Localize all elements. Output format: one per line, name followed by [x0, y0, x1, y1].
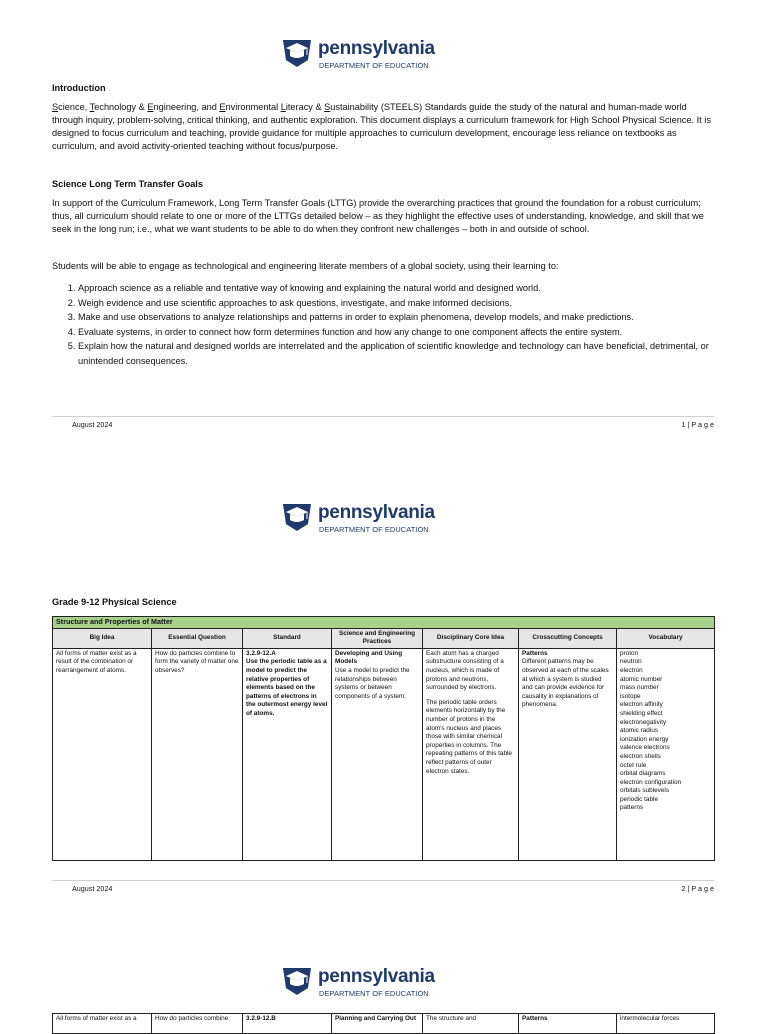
vocab-term: electronegativity [620, 718, 667, 726]
keystone-cap-icon [280, 964, 314, 996]
vocab-term: orbital diagrams [620, 770, 666, 778]
list-item: 4. Evaluate systems, in order to connect how form determines function and how any change to one component affects the entire system. [78, 325, 738, 340]
standard-code: 3.2.9-12.B [243, 1014, 332, 1034]
keystone-cap-icon [280, 36, 314, 68]
vocab-term: orbitals sublevels [620, 787, 670, 795]
crosscutting-text: Different patterns may be observed at each of the scales at which a system is studied and can provide evidence for causality in explanations of phenomena. [522, 658, 609, 709]
col-header-crosscutting: Crosscutting Concepts [519, 628, 617, 648]
crosscutting-title: Patterns [522, 649, 548, 657]
logo-wordmark: pennsylvania [318, 38, 435, 59]
big-idea-cell: All forms of matter exist as a [53, 1014, 152, 1034]
grade-title: Grade 9-12 Physical Science [52, 597, 177, 607]
logo-wordmark: pennsylvania [318, 966, 435, 987]
crosscutting-cell [519, 648, 617, 860]
list-item: 5. Explain how the natural and designed worlds are interrelated and the application of scientific knowledge and technology can have beneficial, detrimental, or unintended consequences. [78, 339, 738, 368]
pa-doe-logo [280, 36, 435, 76]
table-row [53, 648, 715, 860]
page-footer [52, 880, 714, 893]
vocab-term: electron [620, 666, 643, 674]
col-header-question: Essential Question [152, 628, 243, 648]
vocab-term: octet rule [620, 761, 647, 769]
logo-subtitle: DEPARTMENT OF EDUCATION [319, 525, 429, 534]
pa-doe-logo [280, 964, 435, 1004]
logo-subtitle: DEPARTMENT OF EDUCATION [319, 61, 429, 70]
framework-table [52, 616, 715, 861]
students-paragraph: Students will be able to engage as technological and engineering literate members of a global society, using their learning to: [52, 261, 559, 271]
standard-code: 3.2.9-12.A [246, 649, 276, 657]
vocab-term: periodic table [620, 795, 659, 803]
vocabulary-cell [617, 648, 715, 860]
page-footer [52, 416, 714, 429]
vocab-term: mass number [620, 684, 659, 692]
core-idea-cell: The structure and [423, 1014, 519, 1034]
vocab-term: electron affinity [620, 701, 663, 709]
section-header: Structure and Properties of Matter [53, 617, 715, 629]
keystone-cap-icon [280, 500, 314, 532]
vocab-term: proton [620, 649, 639, 657]
vocab-term: valence electrons [620, 744, 670, 752]
practice-title: Planning and Carrying Out [332, 1014, 423, 1034]
question-cell: How do particles combine [152, 1014, 243, 1034]
logo-wordmark: pennsylvania [318, 502, 435, 523]
pa-doe-logo [280, 500, 435, 540]
footer-page-number: 2 | P a g e [681, 884, 714, 893]
practice-cell [332, 648, 423, 860]
list-item: 1. Approach science as a reliable and tentative way of knowing and explaining the natural world and designed world. [78, 281, 738, 296]
logo-subtitle: DEPARTMENT OF EDUCATION [319, 989, 429, 998]
crosscutting-title: Patterns [519, 1014, 617, 1034]
vocab-term: electron shells [620, 752, 661, 760]
core-idea-text: Each atom has a charged substructure consisting of a nucleus, which is made of protons and neutrons, surrounded by electrons. [426, 649, 504, 692]
standard-text: Use the periodic table as a model to predict the relative properties of elements based on the patterns of electrons in the outermost energy level of atoms. [246, 658, 328, 717]
core-idea-cell [423, 648, 519, 860]
lttg-heading: Science Long Term Transfer Goals [52, 179, 203, 189]
col-header-standard: Standard [243, 628, 332, 648]
footer-date: August 2024 [72, 884, 113, 893]
intro-paragraph: Science, Technology & Engineering, and Environmental Literacy & Sustainability (STEELS) Standards guide the study of the natural and human-made world through inquiry, problem-solving, critical thinking, and authentic exploration. This document displays a curriculum framework for High School Physical Science. It is designed to focus curriculum and teaching, provide guidance for multiple approaches to curriculum development, encourage less reliance on textbooks as curriculum, and avoid activity-oriented teaching without focus/purpose. [52, 102, 711, 151]
vocab-term: patterns [620, 804, 644, 812]
vocabulary-cell: intermolecular forces [617, 1014, 715, 1034]
practice-text: Use a model to predict the relationships between systems or between components of a system. [335, 666, 410, 700]
col-header-practices: Science and Engineering Practices [332, 628, 423, 648]
goals-list [52, 281, 738, 368]
lttg-paragraph: In support of the Curriculum Framework, Long Term Transfer Goals (LTTG) provide the overarching practices that ground the foundation for a robust curriculum; thus, all curriculum should relate to one or more of the LTTGs detailed below – as they highlight the effective uses of understanding, knowledge, and skill that we seek in the long run; i.e., what we want students to be able to do when they confront new challenges – both in and outside of school. [52, 198, 704, 234]
vocab-term: neutron [620, 658, 642, 666]
col-header-big-idea: Big Idea [53, 628, 152, 648]
vocab-term: shielding effect [620, 709, 663, 717]
col-header-vocabulary: Vocabulary [617, 628, 715, 648]
intro-heading: Introduction [52, 83, 106, 93]
list-item: 2. Weigh evidence and use scientific approaches to ask questions, investigate, and make informed decisions. [78, 296, 738, 311]
col-header-core-idea: Disciplinary Core Idea [423, 628, 519, 648]
practice-title: Developing and Using Models [335, 649, 403, 666]
footer-page-number: 1 | P a g e [681, 420, 714, 429]
list-item: 3. Make and use observations to analyze relationships and patterns in order to explain phenomena, develop models, and make predictions. [78, 310, 738, 325]
core-idea-text: The periodic table orders elements horizontally by the number of protons in the atom's nucleus and places those with similar chemical properties in columns. The repeating patterns of this table reflect patterns of outer electron states. [426, 698, 512, 775]
vocab-term: ionization energy [620, 735, 669, 743]
question-cell: How do particles combine to form the variety of matter one observes? [152, 648, 243, 860]
vocab-term: atomic radius [620, 727, 659, 735]
vocab-term: isotope [620, 692, 641, 700]
vocab-term: electron configuration [620, 778, 682, 786]
big-idea-cell: All forms of matter exist as a result of the combination or rearrangement of atoms. [53, 648, 152, 860]
vocab-term: atomic number [620, 675, 663, 683]
standard-cell [243, 648, 332, 860]
footer-date: August 2024 [72, 420, 113, 429]
